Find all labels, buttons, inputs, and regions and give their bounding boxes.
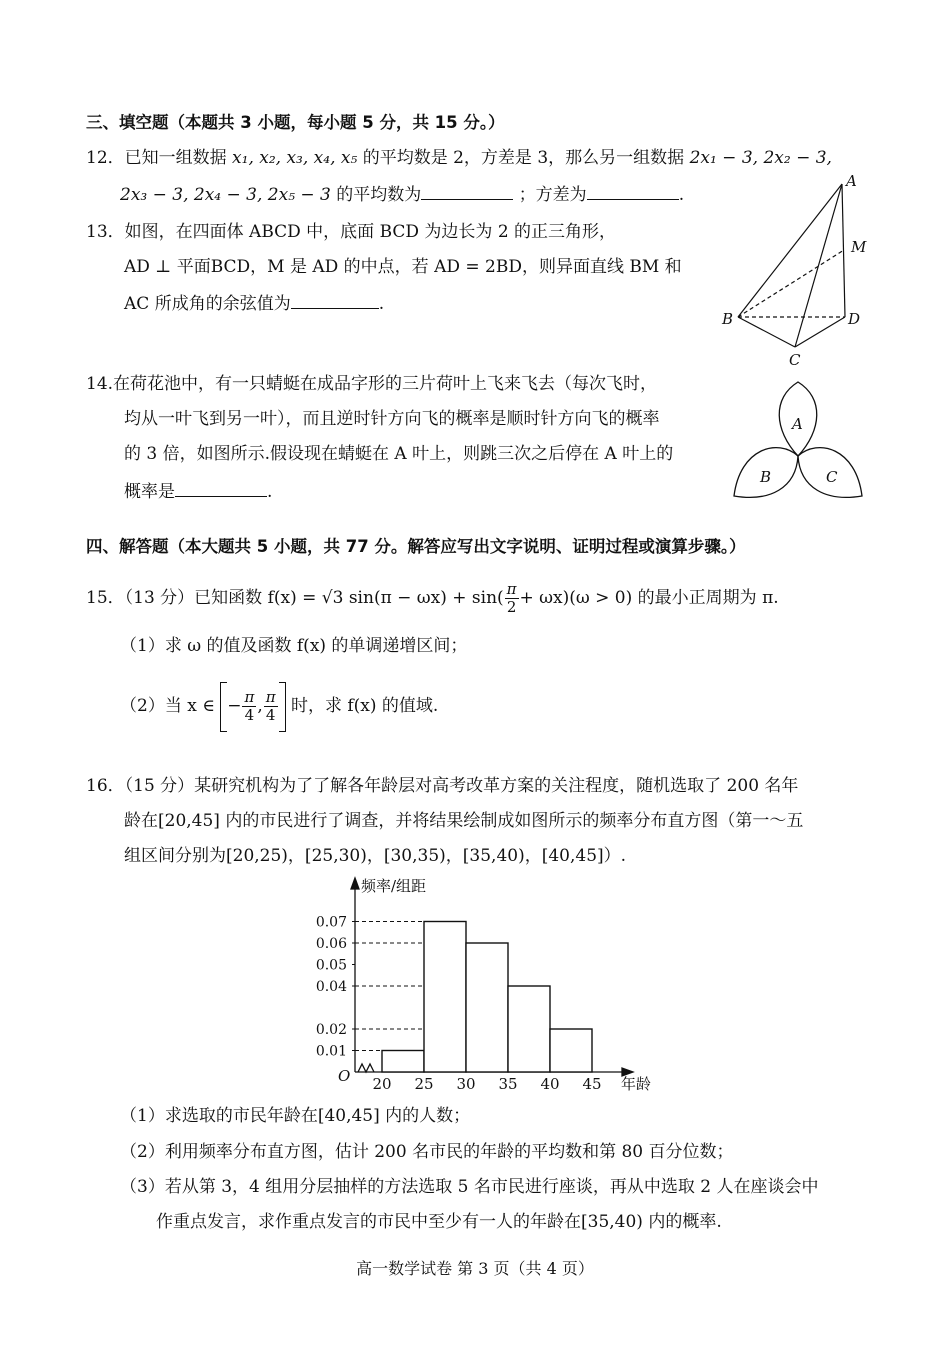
q16-line1	[86, 774, 798, 798]
q16-part2: （2）利用频率分布直方图，估计 200 名市民的年龄的平均数和第 80 百分位数；	[120, 1142, 734, 1162]
q14-line3: 的 3 倍，如图所示.假设现在蜻蜓在 A 叶上，则跳三次之后停在 A 叶上的	[124, 444, 674, 464]
x-tick-label: 25	[414, 1075, 434, 1093]
interval-lo-num: π	[244, 688, 255, 706]
axis-break	[358, 1064, 374, 1072]
q15-part2-text2: 时，求 f(x) 的值域.	[290, 696, 439, 716]
q13-line1	[86, 220, 616, 244]
label-D: D	[848, 310, 861, 328]
q13-text1: 如图，在四面体 ABCD 中，底面 BCD 为边长为 2 的正三角形，	[124, 222, 617, 242]
edge-AB	[738, 184, 842, 317]
y-tick-label: 0.05	[315, 957, 347, 974]
q15-frac-num: π	[506, 580, 517, 598]
label-M: M	[851, 238, 867, 256]
x-axis-label: 年龄	[621, 1075, 652, 1093]
interval-lo-den: 4	[244, 706, 255, 724]
q12-data1: x₁, x₂, x₃, x₄, x₅	[232, 148, 358, 168]
histogram-bar-2	[424, 922, 466, 1073]
histogram-bar-4	[508, 986, 550, 1072]
leaf-label-A: A	[792, 415, 803, 433]
interval-hi	[264, 689, 278, 724]
leaf-label-C: C	[826, 468, 838, 486]
q15-part2-text1: （2）当 x ∈	[120, 696, 215, 716]
y-tick-label: 0.04	[315, 979, 347, 995]
segment-BM	[738, 250, 844, 317]
q12-mean-blank[interactable]	[421, 181, 513, 200]
q12-mean-label: 的平均数为	[336, 185, 422, 205]
label-C: C	[789, 351, 801, 369]
interval-lo	[242, 689, 256, 724]
q12-line2	[120, 181, 684, 207]
y-axis-label: 频率/组距	[361, 877, 427, 895]
q12-text2: 的平均数是 2，方差是 3，那么另一组数据	[362, 148, 685, 168]
q13-line2: AD ⊥ 平面BCD，M 是 AD 的中点，若 AD = 2BD，则异面直线 BM 和	[124, 257, 682, 277]
q14-text1: 在荷花池中，有一只蜻蜓在成品字形的三片荷叶上飞来飞去（每次飞时，	[113, 374, 658, 394]
q16-part3-line1: （3）若从第 3，4 组用分层抽样的方法选取 5 名市民进行座谈，再从中选取 2 人在座谈会中	[120, 1177, 819, 1197]
frequency-histogram	[290, 872, 680, 1097]
histogram-bar-3	[466, 943, 508, 1072]
right-bracket	[279, 682, 286, 732]
q16-line2: 龄在[20,45] 内的市民进行了调查，并将结果绘制成如图所示的频率分布直方图（第一～五	[124, 811, 804, 831]
y-tick-label: 0.06	[315, 936, 347, 952]
q12-var-label: ；方差为	[518, 185, 587, 205]
q14-number: 14.	[86, 374, 114, 394]
histogram-bar-5	[550, 1029, 592, 1072]
y-tick-label: 0.01	[315, 1043, 347, 1060]
q12-var-blank[interactable]	[587, 181, 679, 200]
q13-number: 13．	[86, 222, 125, 242]
q15-text1: （13 分）已知函数 f(x) = √3 sin(π − ωx) + sin(	[124, 588, 504, 608]
q16-text1: （15 分）某研究机构为了了解各年龄层对高考改革方案的关注程度，随机选取了 200 名年	[124, 776, 799, 796]
edge-BC	[738, 317, 795, 347]
q15-number: 15．	[86, 588, 125, 608]
leaf-label-B: B	[760, 468, 772, 486]
q15-frac-den: 2	[506, 598, 517, 616]
q12-data2b: 2x₃ − 3, 2x₄ − 3, 2x₅ − 3	[120, 185, 331, 205]
q16-part3-line2: 作重点发言，求作重点发言的市民中至少有一人的年龄在[35,40) 内的概率.	[156, 1212, 722, 1232]
q16-line3: 组区间分别为[20,25)，[25,30)，[30,35)，[35,40)，[40,45]）.	[124, 846, 627, 866]
q13-period: .	[378, 294, 385, 314]
q12-period: .	[678, 185, 685, 205]
edge-AD	[842, 184, 845, 317]
q15-fraction	[505, 581, 519, 616]
origin-label: O	[338, 1067, 351, 1085]
q13-line3	[124, 290, 384, 316]
histogram-bar-1	[382, 1051, 424, 1073]
page-footer: 高一数学试卷 第 3 页（共 4 页）	[356, 1259, 594, 1278]
section4-title: 四、解答题（本大题共 5 小题，共 77 分。解答应写出文字说明、证明过程或演算步骤。）	[86, 537, 746, 556]
q13-text3: AC 所成角的余弦值为	[124, 294, 291, 314]
y-axis-arrow	[351, 878, 359, 889]
q13-answer-blank[interactable]	[291, 290, 379, 309]
interval-hi-num: π	[265, 688, 276, 706]
q16-number: 16．	[86, 776, 125, 796]
y-tick-label: 0.02	[315, 1022, 347, 1038]
x-tick-label: 45	[582, 1075, 602, 1093]
label-A: A	[846, 172, 857, 190]
x-tick-label: 30	[456, 1075, 476, 1093]
q14-period: .	[267, 482, 273, 502]
q12-number: 12．	[86, 148, 125, 168]
x-tick-label: 40	[540, 1075, 560, 1093]
q15-text2: + ωx)(ω > 0) 的最小正周期为 π.	[519, 588, 779, 608]
q14-line4	[124, 478, 272, 504]
q14-line1	[86, 372, 657, 396]
q15-line1	[86, 580, 779, 616]
x-tick-label: 20	[372, 1075, 392, 1093]
q15-part2: （2）当 x ∈ − $\frac{\pi}{4}$ , $\frac{\pi}{4}$ 时，求 f(x) 的值域.	[120, 680, 438, 732]
q14-answer-blank[interactable]	[175, 478, 267, 497]
tetrahedron-figure	[720, 172, 870, 372]
q14-text4: 概率是	[124, 482, 175, 502]
interval-hi-den: 4	[265, 706, 276, 724]
label-B: B	[722, 310, 734, 328]
y-tick-label: 0.07	[315, 914, 347, 931]
q15-part1: （1）求 ω 的值及函数 f(x) 的单调递增区间；	[120, 636, 468, 656]
x-tick-label: 35	[498, 1075, 518, 1093]
q12-data2a: 2x₁ − 3, 2x₂ − 3,	[689, 148, 832, 168]
lotus-leaves-figure	[730, 378, 870, 503]
section3-title: 三、填空题（本题共 3 小题，每小题 5 分，共 15 分。）	[86, 113, 505, 132]
q16-part1: （1）求选取的市民年龄在[40,45] 内的人数；	[120, 1106, 471, 1126]
q12-line1	[86, 146, 832, 170]
q12-text1: 已知一组数据	[124, 148, 227, 168]
q14-line2: 均从一叶飞到另一叶），而且逆时针方向飞的概率是顺时针方向飞的概率	[124, 409, 660, 429]
